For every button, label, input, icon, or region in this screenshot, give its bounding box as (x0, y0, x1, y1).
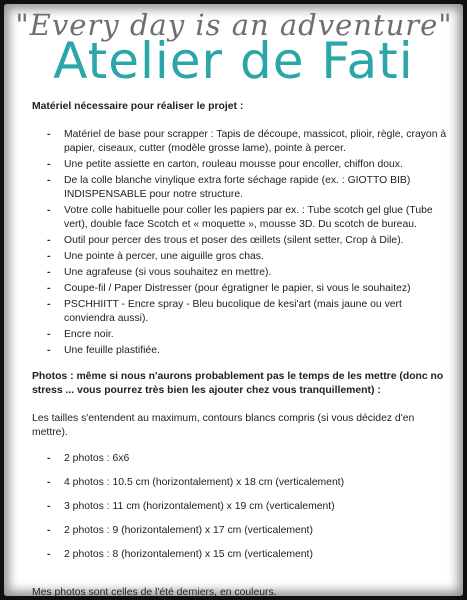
list-item: - Une pointe à percer, une aiguille gros chas. (32, 250, 447, 264)
photos-heading: Photos : même si nous n'aurons probablement pas le temps de les mettre (donc no stress ... vous pourrez très bien les ajouter chez vous tranquillement) : (32, 371, 444, 396)
list-item: - Une petite assiette en carton, rouleau mousse pour encoller, chiffon doux. (32, 158, 447, 172)
sizes-note: Les tailles s'entendent au maximum, contours blancs compris (si vous décidez d'en mettre). (32, 413, 415, 438)
list-item: - Une agrafeuse (si vous souhaitez en mettre). (32, 266, 447, 280)
photo-sizes-list (32, 452, 447, 562)
document-content (32, 100, 447, 596)
list-item: - PSCHHIITT - Encre spray - Bleu bucolique de kesi'art (mais jaune ou vert conviendra aussi). (32, 298, 447, 326)
list-item: - Outil pour percer des trous et poser des œillets (silent setter, Crop à Dile). (32, 234, 447, 248)
list-item: - 2 photos : 6x6 (32, 452, 447, 466)
list-item: - Encre noir. (32, 328, 447, 342)
brand-title: Atelier de Fati (53, 32, 414, 90)
tagline: "Every day is an adventure" (15, 8, 453, 42)
list-item: - 2 photos : 9 (horizontalement) x 17 cm (verticalement) (32, 524, 447, 538)
list-item: - Votre colle habituelle pour coller les papiers par ex. : Tube scotch gel glue (Tube vert), double face Scotch et « moquette », mousse 3D. Du scotch de bureau. (32, 204, 447, 232)
materials-heading: Matériel nécessaire pour réaliser le projet : (32, 101, 244, 112)
list-item: - 3 photos : 11 cm (horizontalement) x 19 cm (verticalement) (32, 500, 447, 514)
list-item: - 4 photos : 10.5 cm (horizontalement) x 18 cm (verticalement) (32, 476, 447, 490)
list-item: - Matériel de base pour scrapper : Tapis de découpe, massicot, plioir, règle, crayon à papier, ciseaux, cutter (modèle grosse lame), pointe à percer. (32, 128, 447, 156)
list-item: - Coupe-fil / Paper Distresser (pour égratigner le papier, si vous le souhaitez) (32, 282, 447, 296)
list-item: - Une feuille plastifiée. (32, 344, 447, 358)
footer-note: Mes photos sont celles de l'été derniers, en couleurs. (32, 587, 277, 596)
document-page (4, 4, 463, 596)
list-item: - De la colle blanche vinylique extra forte séchage rapide (ex. : GIOTTO BIB) INDISPENSABLE pour notre structure. (32, 174, 447, 202)
list-item: - 2 photos : 8 (horizontalement) x 15 cm (verticalement) (32, 548, 447, 562)
materials-list (32, 128, 447, 358)
